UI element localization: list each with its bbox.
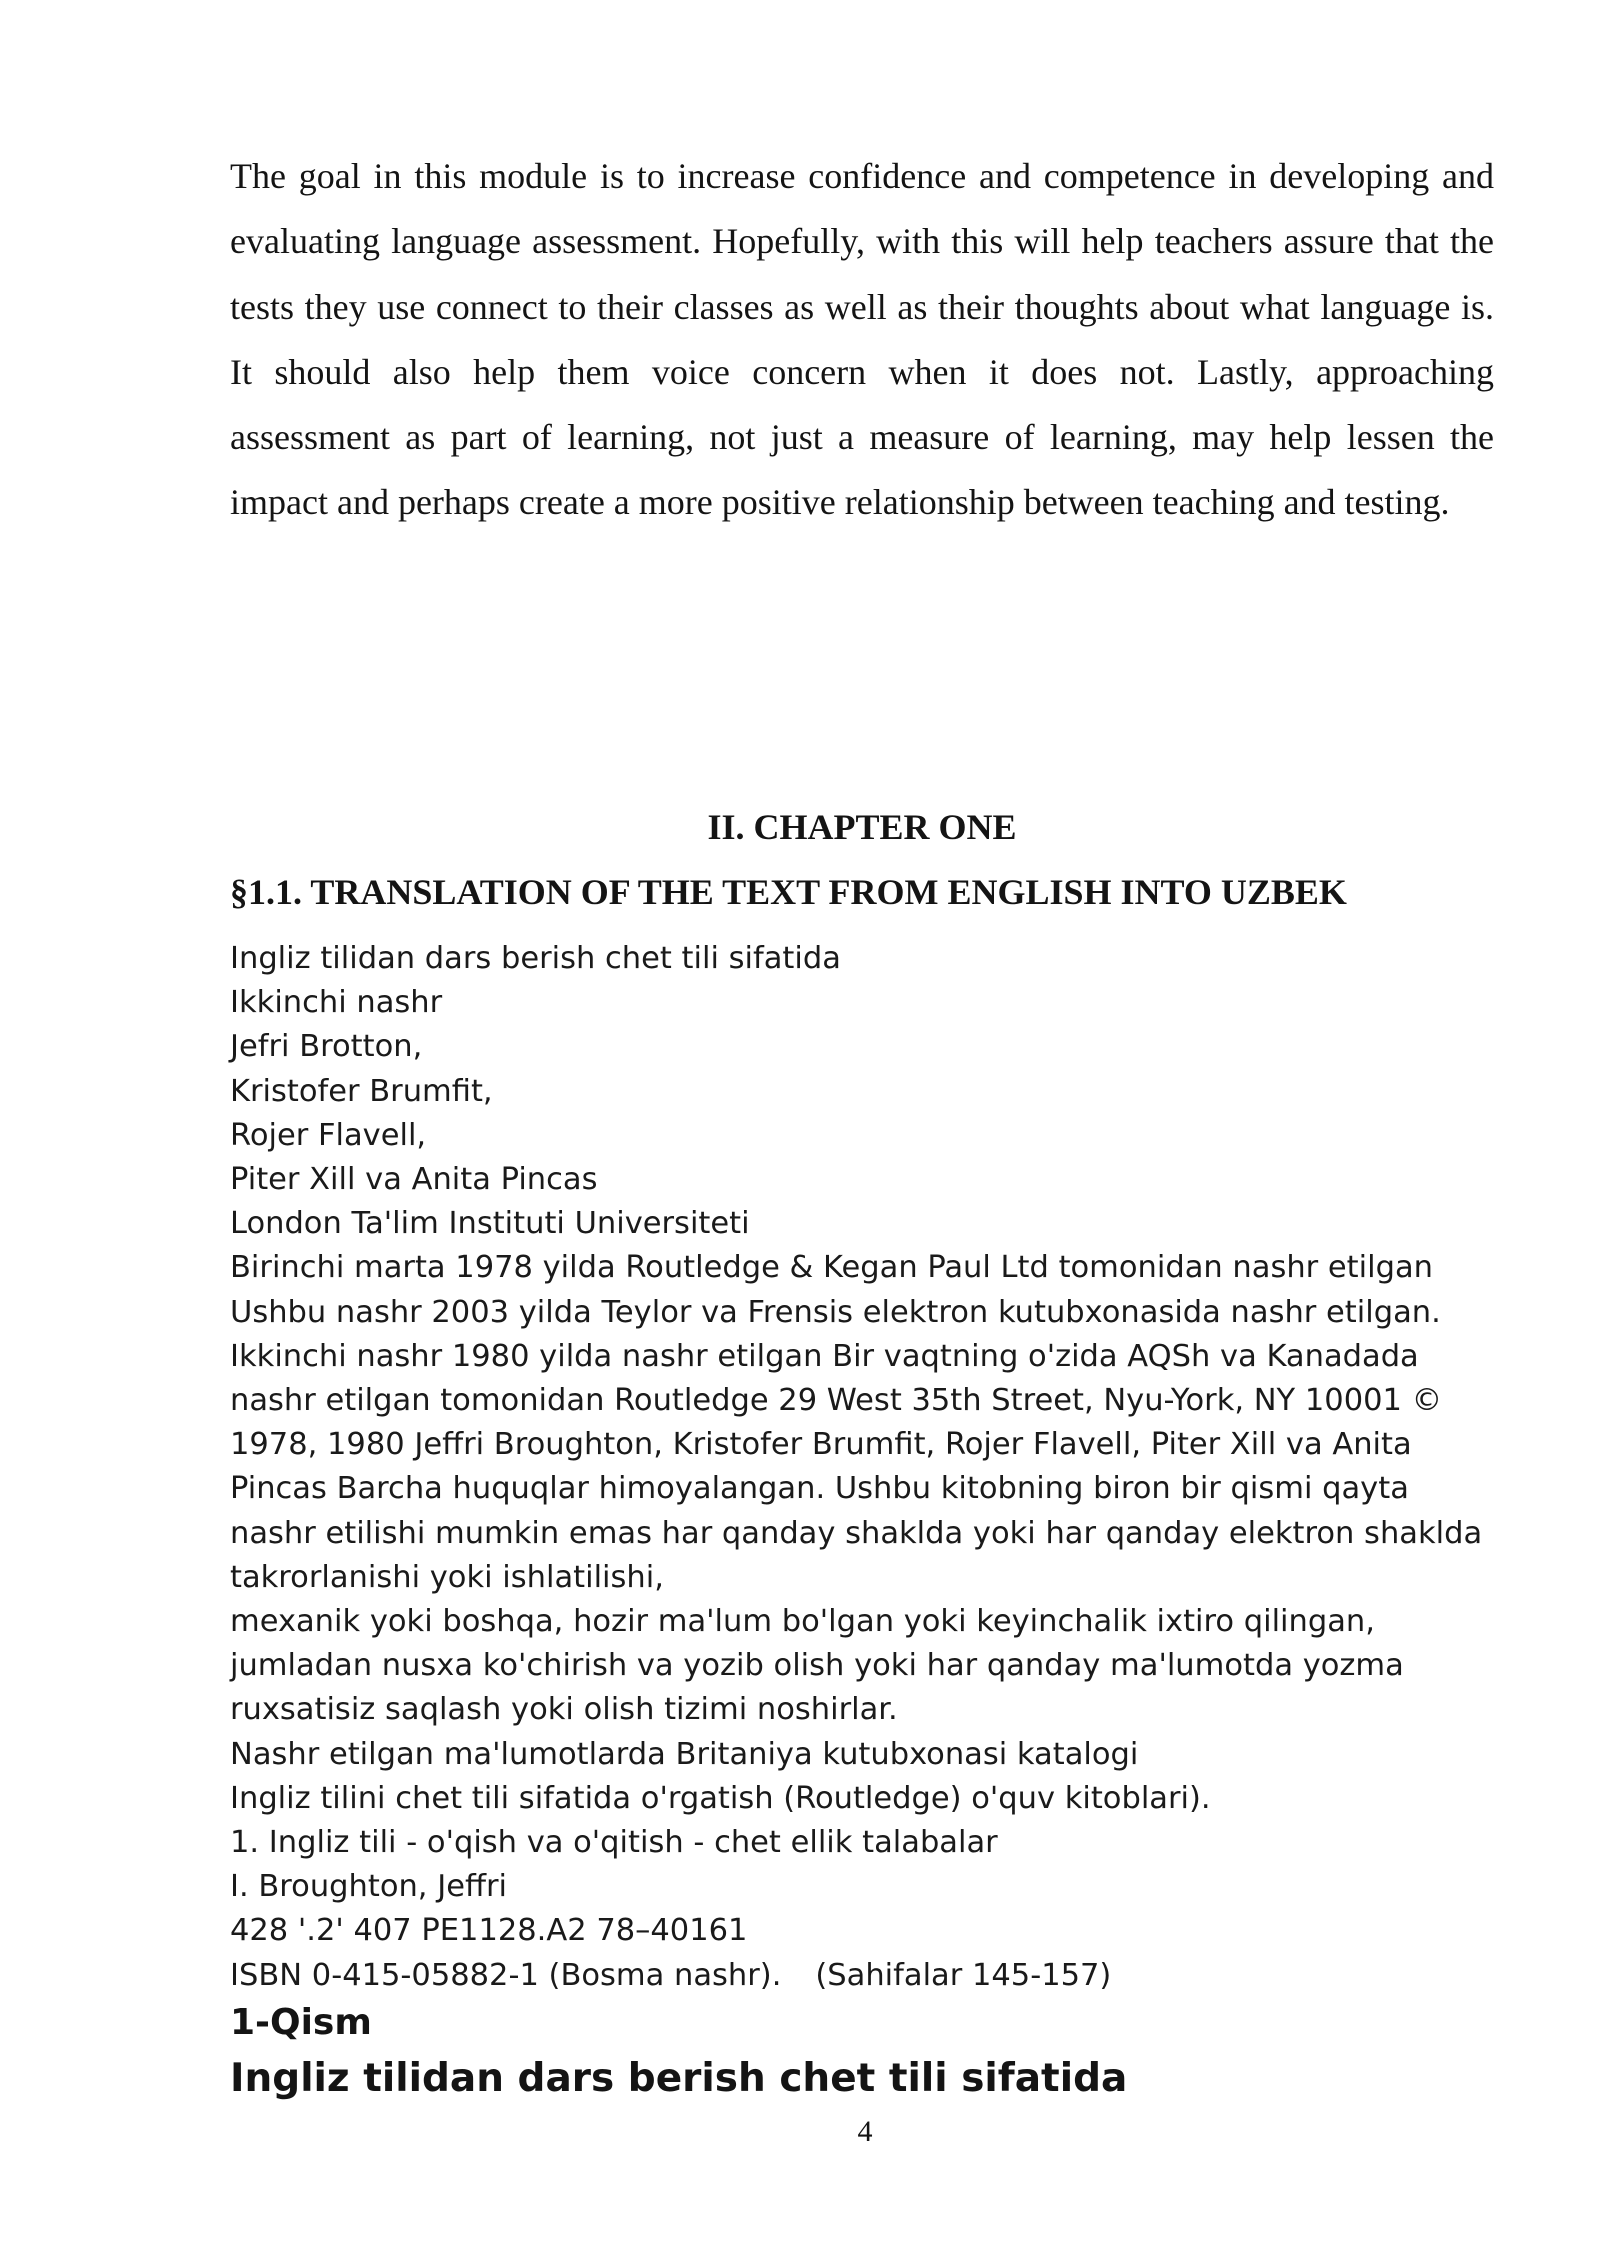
translation-line: I. Broughton, Jeffri: [230, 1869, 507, 1905]
translation-line: Birinchi marta 1978 yilda Routledge & Kegan Paul Ltd tomonidan nashr etilgan: [230, 1250, 1433, 1286]
translation-line: Ushbu nashr 2003 yilda Teylor va Frensis elektron kutubxonasida nashr etilgan.: [230, 1294, 1441, 1330]
translation-line: takrorlanishi yoki ishlatilishi,: [230, 1559, 664, 1595]
translation-line: Ingliz tilini chet tili sifatida o'rgatish (Routledge) o'quv kitoblari).: [230, 1780, 1211, 1816]
pages-range-text: (Sahifalar 145-157): [815, 1957, 1112, 1993]
translation-line: Jefri Brotton,: [230, 1029, 423, 1065]
part-label: 1-Qism: [230, 2002, 372, 2043]
chapter-title: II. CHAPTER ONE: [707, 807, 1017, 847]
page-number: 4: [857, 2115, 873, 2148]
translation-line: Kristofer Brumfit,: [230, 1073, 493, 1109]
translation-line: Nashr etilgan ma'lumotlarda Britaniya kutubxonasi katalogi: [230, 1736, 1139, 1772]
translation-line: ruxsatisiz saqlash yoki olish tizimi noshirlar.: [230, 1692, 898, 1728]
part-title: Ingliz tilidan dars berish chet tili sifatida: [230, 2056, 1128, 2101]
section-title: §1.1. TRANSLATION OF THE TEXT FROM ENGLISH INTO UZBEK: [230, 872, 1347, 912]
translation-line: nashr etilgan tomonidan Routledge 29 West 35th Street, Nyu-York, NY 10001 ©: [230, 1383, 1443, 1419]
translation-line: Rojer Flavell,: [230, 1117, 427, 1153]
intro-paragraph: The goal in this module is to increase confidence and competence in developing and evaluating language assessment. Hopefully, with this will help teachers assure that the tests they use connect to their classes as well as their thoughts about what language is. It should also help them voice concern when it does not. Lastly, approaching assessment as part of learning, not just a measure of learning, may help lessen the impact and perhaps create a more positive relationship between teaching and testing.: [230, 156, 1494, 523]
translation-line: London Ta'lim Instituti Universiteti: [230, 1206, 750, 1242]
translation-line: Ikkinchi nashr 1980 yilda nashr etilgan Bir vaqtning o'zida AQSh va Kanadada: [230, 1338, 1419, 1374]
translation-line: Pincas Barcha huquqlar himoyalangan. Ushbu kitobning biron bir qismi qayta: [230, 1471, 1409, 1507]
translation-line: Ingliz tilidan dars berish chet tili sifatida: [230, 941, 841, 976]
isbn-line: [230, 1954, 1520, 1998]
translation-line: 428 '.2' 407 PE1128.A2 78–40161: [230, 1913, 748, 1949]
translation-line: 1978, 1980 Jeffri Broughton, Kristofer Brumfit, Rojer Flavell, Piter Xill va Anita: [230, 1427, 1412, 1463]
translation-line: mexanik yoki boshqa, hozir ma'lum bo'lgan yoki keyinchalik ixtiro qilingan,: [230, 1604, 1375, 1640]
translation-line: Ikkinchi nashr: [230, 985, 443, 1021]
isbn-text: ISBN 0-415-05882-1 (Bosma nashr).: [230, 1957, 782, 1993]
translation-line: nashr etilishi mumkin emas har qanday shaklda yoki har qanday elektron shaklda: [230, 1515, 1483, 1551]
translation-line: Piter Xill va Anita Pincas: [230, 1162, 598, 1198]
translation-line: 1. Ingliz tili - o'qish va o'qitish - chet ellik talabalar: [230, 1825, 998, 1861]
translation-line: jumladan nusxa ko'chirish va yozib olish yoki har qanday ma'lumotda yozma: [230, 1648, 1404, 1684]
translation-text-block: [230, 937, 1520, 1998]
